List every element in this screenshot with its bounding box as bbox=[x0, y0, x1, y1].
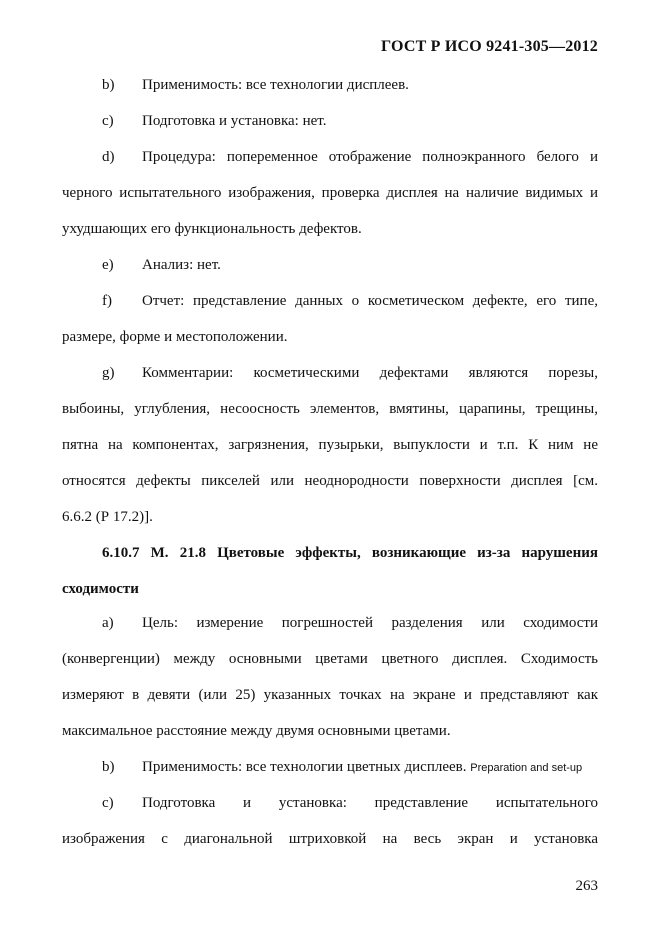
paragraph-line: 6.6.2 (Р 17.2)]. bbox=[62, 509, 153, 525]
paragraph-line: (конвергенции) между основными цветами цветного дисплея. Сходимость bbox=[62, 651, 598, 667]
list-label: a) bbox=[102, 615, 114, 631]
list-label: b) bbox=[102, 759, 115, 775]
list-item-d bbox=[62, 148, 598, 166]
list-item-g bbox=[62, 364, 598, 382]
list-item-c bbox=[62, 112, 598, 130]
paragraph-line: ухудшающих его функциональность дефектов. bbox=[62, 221, 362, 237]
list-item-e bbox=[62, 256, 598, 274]
english-inline-note: Preparation and set-up bbox=[470, 762, 583, 774]
list-label: c) bbox=[102, 795, 114, 811]
page-number: 263 bbox=[575, 878, 598, 894]
list-text: Отчет: представление данных о косметическом дефекте, его типе, bbox=[142, 293, 598, 309]
paragraph-line: измеряют в девяти (или 25) указанных точках на экране и представляют как bbox=[62, 687, 598, 703]
paragraph-line: черного испытательного изображения, проверка дисплея на наличие видимых и bbox=[62, 185, 598, 201]
list-text: Цель: измерение погрешностей разделения или сходимости bbox=[142, 615, 598, 631]
list-text: Комментарии: косметическими дефектами являются порезы, bbox=[142, 365, 598, 381]
list-item-b2 bbox=[62, 758, 598, 777]
list-label: e) bbox=[102, 257, 114, 273]
paragraph-line: максимальное расстояние между двумя основными цветами. bbox=[62, 723, 451, 739]
list-text: Анализ: нет. bbox=[142, 257, 221, 273]
list-label: b) bbox=[102, 77, 115, 93]
list-label: c) bbox=[102, 113, 114, 129]
list-item-f bbox=[62, 292, 598, 310]
section-heading-text: 6.10.7 М. 21.8 Цветовые эффекты, возникающие из-за нарушения bbox=[102, 545, 598, 561]
list-item-b bbox=[62, 76, 598, 94]
list-label: d) bbox=[102, 149, 115, 165]
list-text: Процедура: попеременное отображение полноэкранного белого и bbox=[142, 149, 598, 165]
list-text: Применимость: все технологии дисплеев. bbox=[142, 77, 409, 93]
list-label: f) bbox=[102, 293, 112, 309]
paragraph-line: размере, форме и местоположении. bbox=[62, 329, 288, 345]
section-heading bbox=[62, 544, 598, 562]
paragraph-line: выбоины, углубления, несоосность элементов, вмятины, царапины, трещины, bbox=[62, 401, 598, 417]
paragraph-line: изображения с диагональной штриховкой на весь экран и установка bbox=[62, 831, 598, 847]
list-item-a bbox=[62, 614, 598, 632]
list-text: Подготовка и установка: нет. bbox=[142, 113, 327, 129]
document-header: ГОСТ Р ИСО 9241-305—2012 bbox=[381, 38, 598, 55]
paragraph-line: относятся дефекты пикселей или неоднородности поверхности дисплея [см. bbox=[62, 473, 598, 489]
paragraph-line: пятна на компонентах, загрязнения, пузырьки, выпуклости и т.п. К ним не bbox=[62, 437, 598, 453]
list-item-c2 bbox=[62, 794, 598, 812]
list-text: Применимость: все технологии цветных дисплеев. bbox=[142, 759, 467, 775]
section-heading-continuation: сходимости bbox=[62, 581, 139, 597]
list-text: Подготовка и установка: представление испытательного bbox=[142, 795, 598, 811]
list-label: g) bbox=[102, 365, 115, 381]
